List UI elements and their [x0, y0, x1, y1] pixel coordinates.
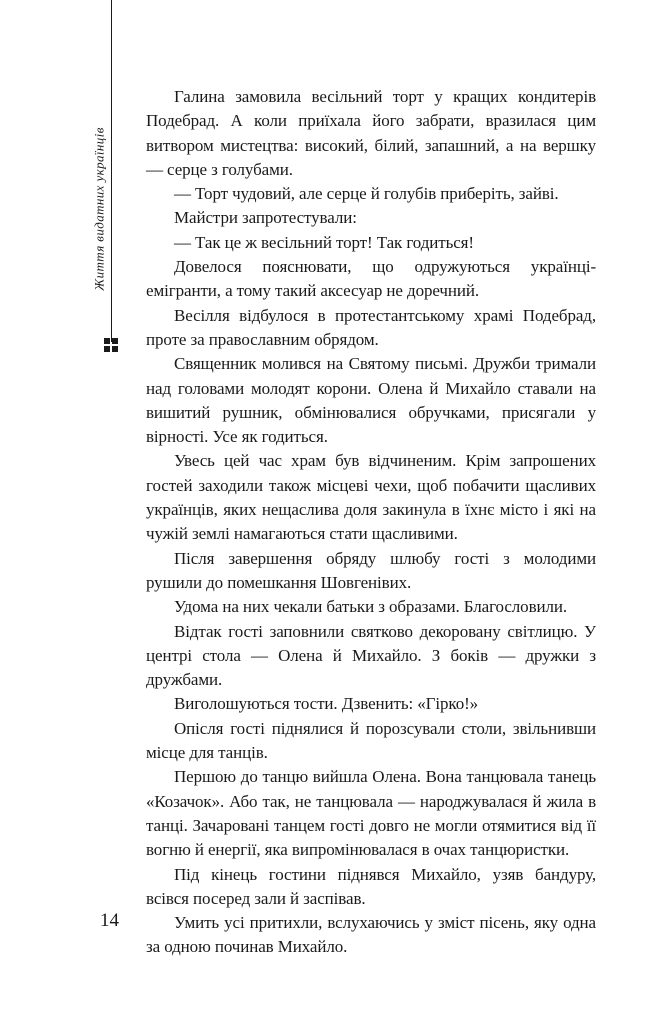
paragraph: Майстри запротестували: — [174, 208, 357, 228]
paragraph: Священник молився на Святому письмі. Дружби тримали над головами молодят корони. Олена й Михайло ставали на вишитий рушник, обмінювалися обручками, присягали у вірності. Усе як годиться. — [146, 354, 596, 447]
ornament-square — [104, 346, 110, 352]
paragraph: — Торт чудовий, але серце й голубів приберіть, зайві. — [174, 184, 559, 204]
running-head-text: Життя видатних українців — [92, 127, 108, 291]
paragraph: Опісля гості піднялися й порозсували столи, звільнивши місце для танців. — [146, 718, 596, 763]
paragraph: Відтак гості заповнили святково декоровану світлицю. У центрі стола — Олена й Михайло. З боків — дружки з дружбами. — [146, 621, 596, 690]
paragraph: Галина замовила весільний торт у кращих кондитерів Подебрад. А коли приїхала його забрати, вразилася цим витвором мистецтва: високий, білий, запашний, а на вершку — серце з голубами. — [146, 87, 596, 179]
paragraph: Умить усі притихли, вслухаючись у зміст пісень, яку одна за одною починав Михайло. — [146, 913, 596, 957]
paragraph: Виголошуються тости. Дзвенить: «Гірко!» — [174, 694, 479, 714]
paragraph: Довелося пояснювати, що одружуються українці-емігранти, а тому такий аксесуар не доречний. — [146, 257, 596, 301]
ornament-square — [112, 338, 118, 344]
page-number: 14 — [100, 910, 119, 931]
running-head — [89, 88, 111, 330]
paragraph: — Так це ж весільний торт! Так годиться! — [174, 232, 474, 252]
paragraph: Удома на них чекали батьки з образами. Благословили. — [174, 597, 568, 617]
body-text — [146, 85, 596, 960]
paragraph: Під кінець гостини піднявся Михайло, узяв бандуру, всівся посеред зали й заспівав. — [146, 864, 596, 908]
ornament-squares — [104, 338, 120, 354]
paragraph: Після завершення обряду шлюбу гості з молодими рушили до помешкання Шовгенівих. — [146, 548, 596, 592]
side-rule — [111, 0, 112, 342]
paragraph: Весілля відбулося в протестантському храмі Подебрад, проте за православним обрядом. — [146, 305, 596, 349]
ornament-square — [112, 346, 118, 352]
paragraph: Першою до танцю вийшла Олена. Вона танцювала танець «Козачок». Або так, не танцювала — народжувалася й жила в танці. Зачаровані танцем гості довго не могли отямитися від її вогню й енергії, яка випромінювалася в очах танцюристки. — [146, 767, 596, 860]
ornament-square — [104, 338, 110, 344]
paragraph: Увесь цей час храм був відчиненим. Крім запрошених гостей заходили також місцеві чехи, щоб побачити щасливих українців, яких нещаслива доля закинула в їхнє місто і які на чужій землі намагаються стати щасливими. — [146, 451, 596, 544]
